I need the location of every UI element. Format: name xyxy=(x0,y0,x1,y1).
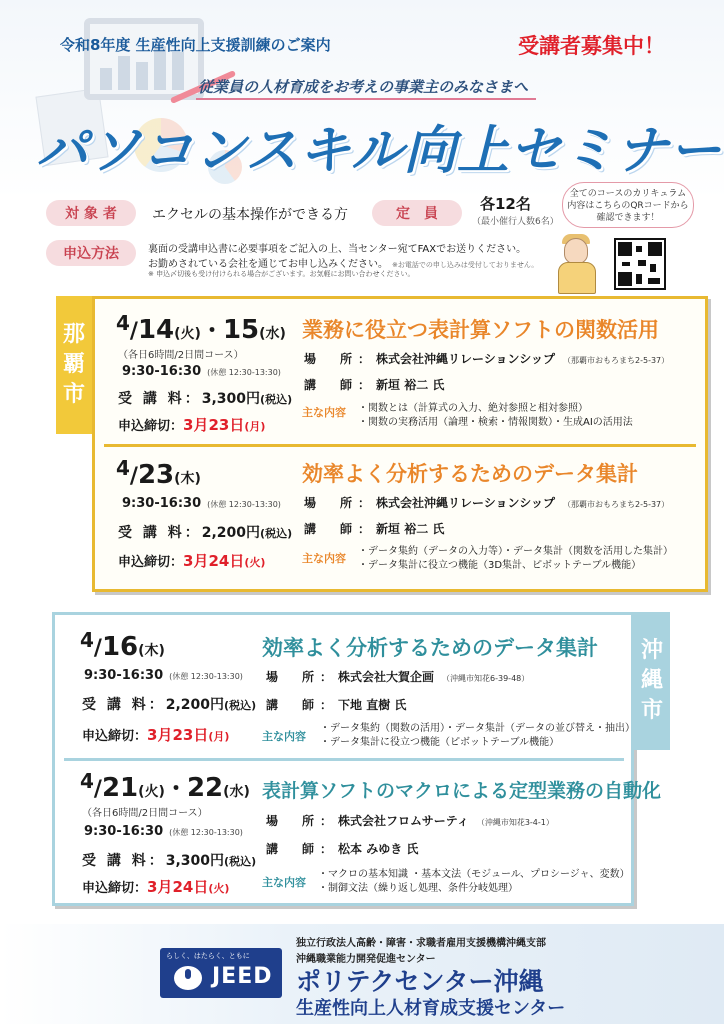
content-line: ・データ集約（関数の活用）・データ集計（データの並び替え・抽出） xyxy=(320,723,635,734)
content-line: ・データ集約（データの入力等）・データ集計（関数を活用した集計） xyxy=(358,546,673,557)
session-date: 4/23(木) xyxy=(116,456,201,490)
session-venue: 場 所：株式会社沖縄リレーションシップ （那覇市おもろまち2-5-37） xyxy=(304,496,670,510)
session-instructor: 講 師：松本 みゆき 氏 xyxy=(266,842,419,856)
session-fee: 受 講 料：3,300円(税込) xyxy=(82,853,257,869)
subtitle-underline xyxy=(196,98,536,100)
city-tab-naha: 那 覇 市 xyxy=(56,296,92,434)
capacity-note: （最小催行人数6名） xyxy=(472,217,559,227)
course-title: 効率よく分析するためのデータ集計 xyxy=(302,462,638,486)
center-subname: 生産性向上人材育成支援センター xyxy=(296,998,566,1019)
session-fee: 受 講 料：2,200円(税込) xyxy=(82,697,257,713)
content-label: 主な内容 xyxy=(262,876,306,889)
course-title: 表計算ソフトのマクロによる定型業務の自動化 xyxy=(262,780,662,802)
apply-label: 申込方法 xyxy=(46,240,136,266)
person-illustration xyxy=(558,262,596,294)
session-fee: 受 講 料：2,200円(税込) xyxy=(118,525,293,541)
course-title: 効率よく分析するためのデータ集計 xyxy=(262,636,598,660)
center-name: ポリテクセンター沖縄 xyxy=(296,967,544,996)
content-line: ・データ集計に役立つ機能（3D集計、ピボットテーブル機能） xyxy=(358,560,642,571)
session-date: 4/14(火)・15(水) xyxy=(116,311,286,345)
content-label: 主な内容 xyxy=(302,552,346,565)
city-tab-okinawa: 沖 縄 市 xyxy=(634,612,670,750)
session-deadline: 申込締切：3月23日(月) xyxy=(82,726,230,744)
session-deadline: 申込締切：3月24日(火) xyxy=(82,878,230,896)
target-value: エクセルの基本操作ができる方 xyxy=(152,207,348,223)
page-title: パソコンスキル向上セミナー xyxy=(36,121,722,181)
session-time: 9:30-16:30 (休憩 12:30-13:30) xyxy=(122,496,281,511)
content-label: 主な内容 xyxy=(302,406,346,419)
session-date: 4/21(火)・22(水) xyxy=(80,769,250,803)
session-instructor: 講 師：新垣 裕二 氏 xyxy=(304,522,445,536)
session-time: 9:30-16:30 (休憩 12:30-13:30) xyxy=(122,364,281,379)
content-label: 主な内容 xyxy=(262,730,306,743)
content-line: ・関数とは（計算式の入力、絶対参照と相対参照） xyxy=(358,403,588,414)
course-title: 業務に役立つ表計算ソフトの関数活用 xyxy=(302,318,659,342)
subtitle: 従業員の人材育成をお考えの事業主のみなさまへ xyxy=(198,78,529,96)
qr-code[interactable] xyxy=(614,238,666,290)
apply-line-2: お勤めされている会社を通じてお申し込みください。 ※お電話での申し込みは受付しておりません。 xyxy=(148,259,539,270)
person-illustration xyxy=(564,238,588,264)
content-line: ・関数の実務活用（論理・検索・情報関数）・生成AIの活用法 xyxy=(358,417,633,428)
session-instructor: 講 師：下地 直樹 氏 xyxy=(266,698,407,712)
session-divider xyxy=(104,444,696,447)
content-line: ・データ集計に役立つ機能（ピボットテーブル機能） xyxy=(320,737,560,748)
qr-callout-bubble: 全てのコースのカリキュラム 内容はこちらのQRコードから 確認できます！ xyxy=(562,182,694,228)
org-name: 独立行政法人高齢・障害・求職者雇用支援機構沖縄支部 xyxy=(296,938,546,949)
session-deadline: 申込締切：3月24日(火) xyxy=(118,552,266,570)
org-subname: 沖縄職業能力開発促進センター xyxy=(296,954,436,965)
session-duration-note: （各日6時間/2日間コース） xyxy=(118,350,244,361)
content-line: ・制御文法（繰り返し処理、条件分岐処理） xyxy=(318,883,518,894)
recruiting-badge: 受講者募集中！ xyxy=(518,34,665,58)
apply-line-1: 裏面の受講申込書に必要事項をご記入の上、当センター宛てFAXでお送りください。 xyxy=(148,244,527,255)
session-time: 9:30-16:30 (休憩 12:30-13:30) xyxy=(84,668,243,683)
session-date: 4/16(木) xyxy=(80,628,165,662)
session-time: 9:30-16:30 (休憩 12:30-13:30) xyxy=(84,824,243,839)
content-line: ・マクロの基本知識 ・基本文法（モジュール、プロシージャ、変数） xyxy=(318,869,630,880)
session-instructor: 講 師：新垣 裕二 氏 xyxy=(304,378,445,392)
jeed-logo: らしく、はたらく、ともに JEED xyxy=(160,948,282,998)
program-label: 令和8年度 生産性向上支援訓練のご案内 xyxy=(60,36,331,54)
capacity-label: 定 員 xyxy=(372,200,462,226)
session-fee: 受 講 料：3,300円(税込) xyxy=(118,391,293,407)
jeed-mark-icon xyxy=(174,966,202,990)
apply-line-3: ※ 申込〆切後も受け付けられる場合がございます。お気軽にお問い合わせください。 xyxy=(148,270,415,278)
session-venue: 場 所：株式会社フロムサーティ （沖縄市知花3-4-1） xyxy=(266,814,554,828)
session-duration-note: （各日6時間/2日間コース） xyxy=(82,808,208,819)
session-venue: 場 所：株式会社大賀企画 （沖縄市知花6-39-48） xyxy=(266,670,530,684)
session-divider xyxy=(64,758,624,761)
session-venue: 場 所：株式会社沖縄リレーションシップ （那覇市おもろまち2-5-37） xyxy=(304,352,670,366)
capacity-value: 各12名 xyxy=(480,195,531,213)
session-deadline: 申込締切：3月23日(月) xyxy=(118,416,266,434)
target-label: 対 象 者 xyxy=(46,200,136,226)
